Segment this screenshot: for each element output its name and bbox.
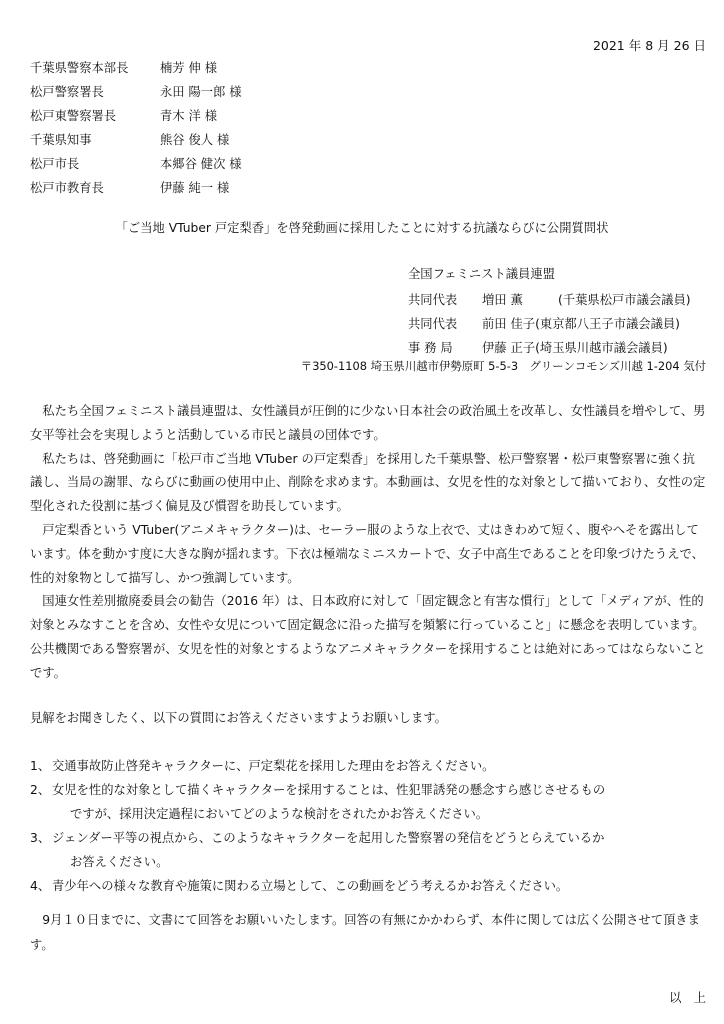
body-paragraph: 戸定梨香という VTuber(アニメキャラクター)は、セーラー服のような上衣で、丈はきわめて短く、腹やへそを露出しています。体を動かす度に大きな胸が揺れます。下衣は極端なミニスカートで、女子中高生であることを印象づけたうえで、性的対象物として描写し、かつ強調しています。: [30, 522, 704, 585]
recipient-name: 伊藤 純一 様: [160, 181, 230, 195]
signatory-role: 共同代表: [408, 317, 458, 331]
recipient-line: [30, 176, 229, 200]
recipient-line: [30, 128, 229, 152]
recipient-name: 熊谷 俊人 様: [160, 133, 230, 147]
end-mark: 以 上: [669, 991, 706, 1005]
recipient-title: 松戸市教育長: [30, 181, 104, 195]
signatory-affiliation: (千葉県松戸市議会議員): [558, 293, 691, 307]
recipient-line: [30, 152, 242, 176]
letter-date: 2021 年 8 月 26 日: [592, 38, 706, 53]
body-paragraph: 国連女性差別撤廃委員会の勧告（2016 年）は、日本政府に対して「固定観念と有害な慣行」として「メディアが、性的対象とみなすことを含め、女性や女児について固定観念に沿った描写を頻繁に行っていること」に懸念を表明しています。公共機関である警察署が、女児を性的対象とするようなアニメキャラクターを採用することは絶対にあってはならないことです。: [30, 594, 706, 680]
question-number: 2、: [30, 783, 51, 797]
recipient-name: 永田 陽一郎 様: [160, 85, 242, 99]
question-number: 4、: [30, 879, 51, 893]
question-number: 3、: [30, 831, 51, 845]
signatory-name: 増田 薫: [482, 293, 523, 307]
question-intro: 見解をお聞きしたく、以下の質問にお答えくださいますようお願いします。: [30, 711, 447, 725]
sender-address: 〒350-1108 埼玉県川越市伊勢原町 5-5-3 グリーンコモンズ川越 1-204 気付: [300, 359, 706, 373]
signatory-affiliation: (東京都八王子市議会議員): [535, 317, 680, 331]
sender-organization: 全国フェミニスト議員連盟: [408, 267, 555, 281]
question-text: 女児を性的な対象として描くキャラクターを採用することは、性犯罪誘発の懸念すら感じさせるもの: [52, 783, 606, 797]
signatory-role: 事 務 局: [408, 341, 453, 355]
signatory-line: [408, 312, 680, 336]
recipient-title: 松戸市長: [30, 157, 80, 171]
closing-paragraph: 9月１０日までに、文書にて回答をお願いいたします。回答の有無にかかわらず、本件に関しては広く公開させて頂きます。: [30, 913, 700, 952]
question-number: 1、: [30, 759, 51, 773]
question-item: [30, 754, 710, 778]
recipient-title: 千葉県知事: [30, 133, 92, 147]
letter-subject: 「ご当地 VTuber 戸定梨香」を啓発動画に採用したことに対する抗議ならびに公開質問状: [115, 221, 609, 235]
recipient-name: 楠芳 伸 様: [160, 61, 218, 75]
signatory-name: 前田 佳子: [482, 317, 536, 331]
signatory-role: 共同代表: [408, 293, 458, 307]
signatory-affiliation: (埼玉県川越市議会議員): [535, 341, 668, 355]
body-paragraph: 私たちは、啓発動画に「松戸市ご当地 VTuber の戸定梨香」を採用した千葉県警、松戸警察署・松戸東警察署に強く抗議し、当局の謝罪、ならびに動画の使用中止、削除を求めます。本動画は、女児を性的な対象として描いており、女性の定型化された役割に基づく偏見及び慣習を助長しています。: [30, 451, 706, 514]
letter-body: [30, 400, 706, 686]
recipient-line: [30, 56, 217, 80]
recipient-title: 松戸警察署長: [30, 85, 104, 99]
question-text: ジェンダー平等の視点から、このようなキャラクターを起用した警察署の発信をどうとらえているか: [52, 831, 605, 845]
recipient-title: 松戸東警察署長: [30, 109, 117, 123]
signatory-line: [408, 336, 668, 360]
question-text: 交通事故防止啓発キャラクターに、戸定梨花を採用した理由をお答えください。: [52, 759, 495, 773]
signatory-name: 伊藤 正子: [482, 341, 536, 355]
recipient-line: [30, 80, 242, 104]
body-paragraph: 私たち全国フェミニスト議員連盟は、女性議員が圧倒的に少ない日本社会の政治風土を改革し、女性議員を増やして、男女平等社会を実現しようと活動している市民と議員の団体です。: [30, 404, 706, 442]
question-item: [30, 826, 710, 874]
question-text-continued: お答えください。: [70, 855, 169, 869]
recipient-title: 千葉県警察本部長: [30, 61, 129, 75]
question-text: 青少年への様々な教育や施策に関わる立場として、この動画をどう考えるかお答えください。: [52, 879, 569, 893]
recipient-name: 青木 洋 様: [160, 109, 218, 123]
signatory-line: [408, 288, 691, 312]
recipient-line: [30, 104, 217, 128]
recipient-name: 本郷谷 健次 様: [160, 157, 242, 171]
question-text-continued: ですが、採用決定過程においてどのような検討をされたかお答えください。: [70, 807, 489, 821]
question-item: [30, 874, 710, 898]
question-item: [30, 778, 710, 826]
